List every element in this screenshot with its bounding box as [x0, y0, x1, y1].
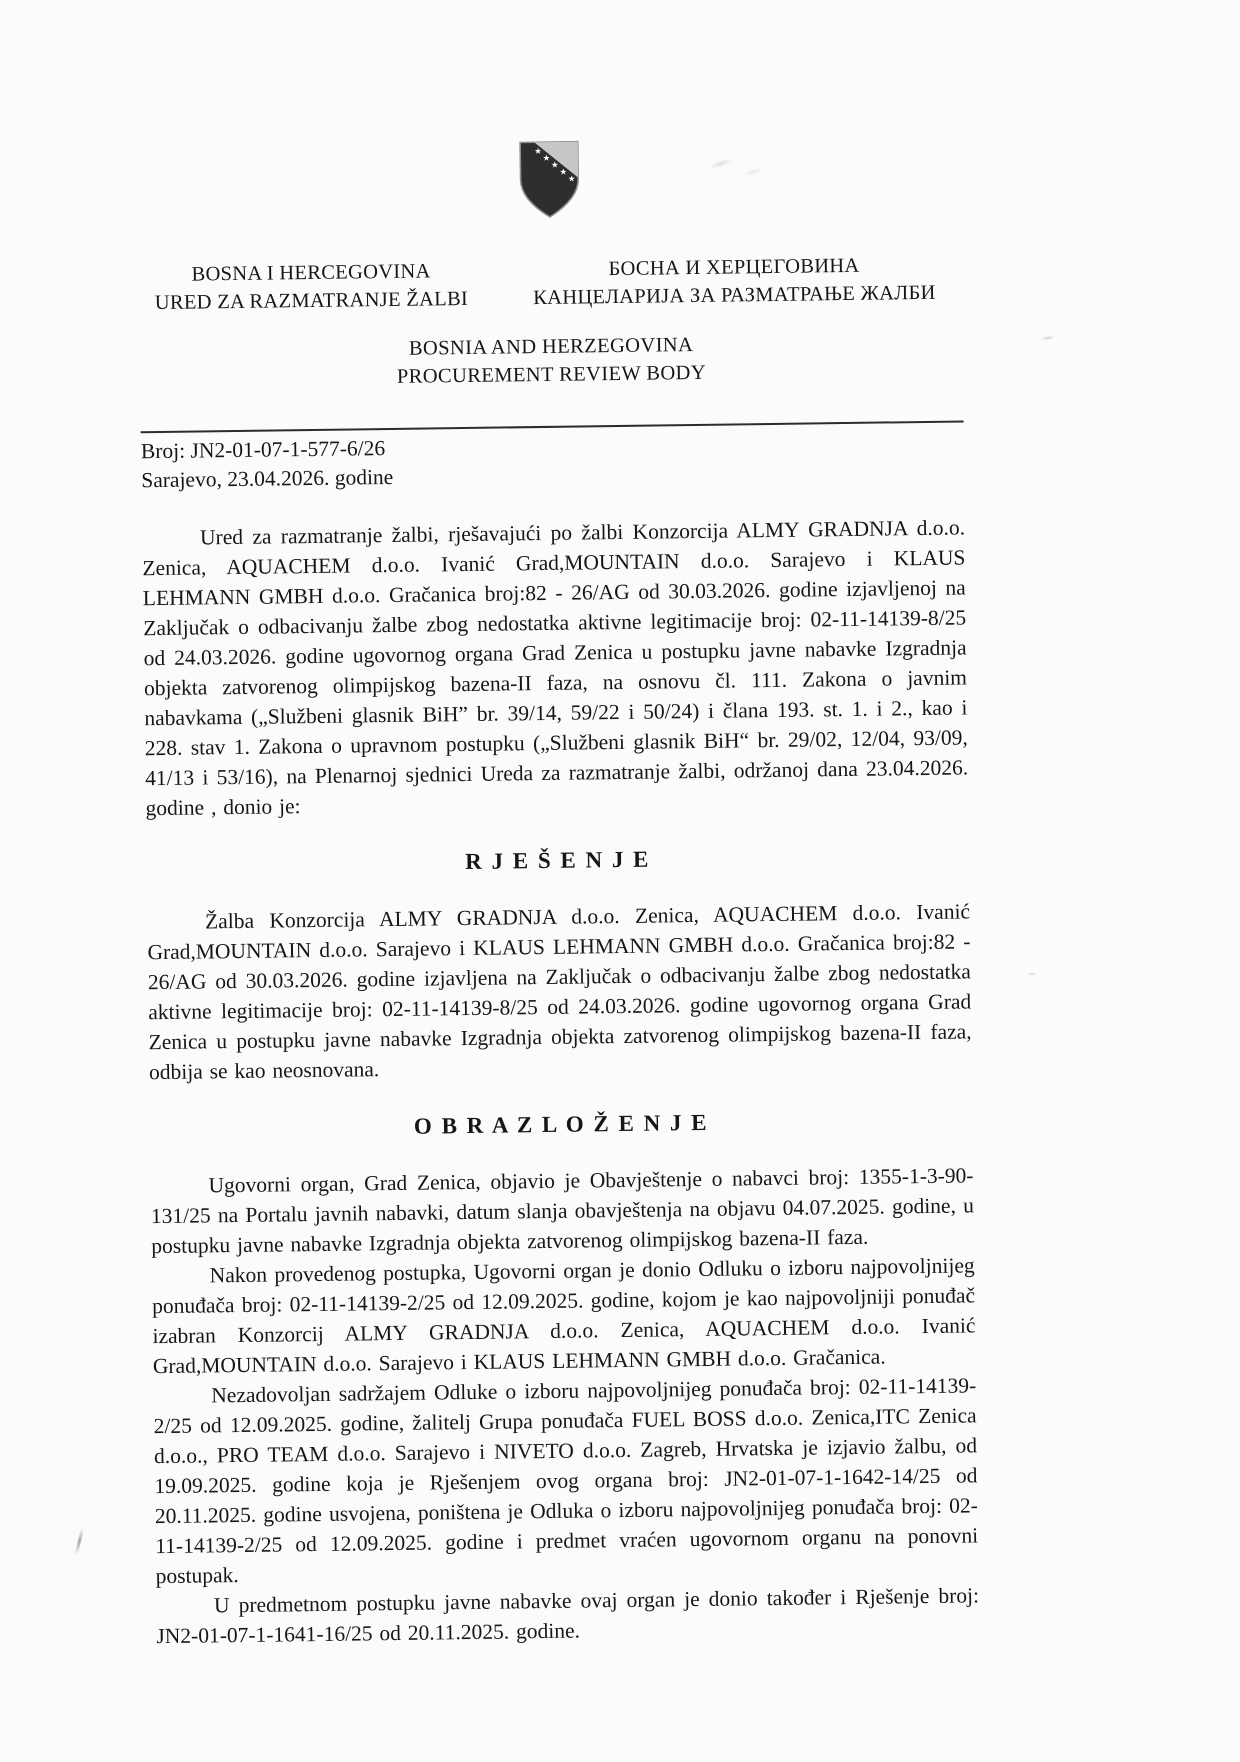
org-english-line1: BOSNIA AND HERZEGOVINA	[408, 334, 694, 361]
explanation-paragraph-4: U predmetnom postupku javne nabavke ovaj organ je donio također i Rješenje broj: JN2-01-07-1-1641-16/25 od 20.11.2025. godine.	[156, 1583, 980, 1648]
institution-name-cyrillic	[506, 251, 962, 312]
explanation-paragraph-2: Nakon provedenog postupka, Ugovorni organ je donio Odluku o izboru najpovoljnijeg ponuđača broj: 02-11-14139-2/25 od 12.09.2025. godine, kojom je kao najpovoljniji ponuđač izabran Konzorcij ALMY GRADNJA d.o.o. Zenica, AQUACHEM d.o.o. Ivanić Grad,MOUNTAIN d.o.o. Sarajevo i KLAUS LEHMANN GMBH d.o.o. Gračanica.	[151, 1253, 976, 1378]
decision-heading: R J E Š E N J E	[464, 846, 651, 874]
bih-coat-of-arms-emblem	[516, 128, 581, 231]
explanation-section	[150, 1160, 979, 1651]
svg-text:★: ★	[558, 166, 567, 177]
svg-text:★: ★	[567, 173, 575, 184]
svg-text:★: ★	[550, 159, 559, 170]
decision-paragraph: Žalba Konzorcija ALMY GRADNJA d.o.o. Zenica, AQUACHEM d.o.o. Ivanić Grad,MOUNTAIN d.o.o. Sarajevo i KLAUS LEHMANN GMBH d.o.o. Gračanica broj:82 - 26/AG od 30.03.2026. godine izjavljena na Zaključak o odbacivanju žalbe zbog nedostatka aktivne legitimacije broj: 02-11-14139-8/25 od 24.03.2026. godine ugovornog organa Grad Zenica u postupku javne nabavke Izgradnja objekta zatvorenog olimpijskog bazena-II faza, odbija se kao neosnovana.	[147, 899, 972, 1084]
org-cyrillic-line1: БОСНА И ХЕРЦЕГОВИНА	[608, 254, 860, 281]
place-and-date: Sarajevo, 23.04.2026. godine	[141, 464, 394, 492]
org-latin-line1: BOSNA I HERCEGOVINA	[191, 260, 431, 286]
svg-text:★: ★	[533, 145, 542, 156]
org-cyrillic-line2: КАНЦЕЛАРИЈА ЗА РАЗМАТРАЊЕ ЖАЛБИ	[533, 281, 936, 309]
org-english-line2: PROCUREMENT REVIEW BODY	[396, 361, 707, 388]
explanation-paragraph-3: Nezadovoljan sadržajem Odluke o izboru najpovoljnijeg ponuđača broj: 02-11-14139-2/25 od 12.09.2025. godine, žalitelj Grupa ponuđača FUEL BOSS d.o.o. Zenica,ITC Zenica d.o.o., PRO TEAM d.o.o. Sarajevo i NIVETO d.o.o. Zagreb, Hrvatska je izjavio žalbu, od 19.09.2025. godine koja je Rješenjem ovog organa broj: JN2-01-07-1-1642-14/25 od 20.11.2025. godine usvojena, poništena je Odluka o izboru najpovoljnijeg ponuđača broj: 02-11-14139-2/25 od 12.09.2025. godine i predmet vraćen ugovornom organu na ponovni postupak.	[153, 1373, 979, 1588]
case-number: Broj: JN2-01-07-1-577-6/26	[140, 435, 386, 463]
coat-of-arms-icon	[516, 128, 581, 231]
explanation-heading: O B R A Z L O Ž E N J E	[413, 1109, 709, 1139]
decision-section	[147, 896, 972, 1087]
intro-section	[142, 512, 969, 823]
institution-header	[138, 251, 962, 317]
reference-block	[141, 426, 965, 495]
institution-name-english	[139, 329, 963, 395]
explanation-paragraph-1: Ugovorni organ, Grad Zenica, objavio je Obavještenje o nabavci broj: 1355-1-3-90-131/25 na Portalu javnih nabavki, datum slanja obavještenja na objavu 04.07.2025. godine, u postupku javne nabavke Izgradnja objekta zatvorenog olimpijskog bazena-II faza.	[150, 1163, 975, 1258]
svg-text:★: ★	[542, 152, 550, 163]
institution-name-latin	[138, 258, 484, 318]
intro-paragraph: Ured za razmatranje žalbi, rješavajući po žalbi Konzorcija ALMY GRADNJA d.o.o. Zenica, AQUACHEM d.o.o. Ivanić Grad,MOUNTAIN d.o.o. Sarajevo i KLAUS LEHMANN GMBH d.o.o. Gračanica broj:82 - 26/AG od 30.03.2026. godine izjavljenoj na Zaključak o odbacivanju žalbe zbog nedostatka aktivne legitimacije broj: 02-11-14139-8/25 od 24.03.2026. godine ugovornog organa Grad Zenica u postupku javne nabavke Izgradnja objekta zatvorenog olimpijskog bazena-II faza, na osnovu čl. 111. Zakona o javnim nabavkama („Službeni glasnik BiH” br. 39/14, 59/22 i 50/24) i člana 193. st. 1. i 2., kao i 228. stav 1. Zakona o upravnom postupku („Službeni glasnik BiH“ br. 29/02, 12/04, 93/09, 41/13 i 53/16), na Plenarnoj sjednici Ureda za razmatranje žalbi, održanoj dana 23.04.2026. godine , donio je:	[142, 515, 969, 820]
org-latin-line2: URED ZA RAZMATRANJE ŽALBI	[154, 287, 469, 314]
